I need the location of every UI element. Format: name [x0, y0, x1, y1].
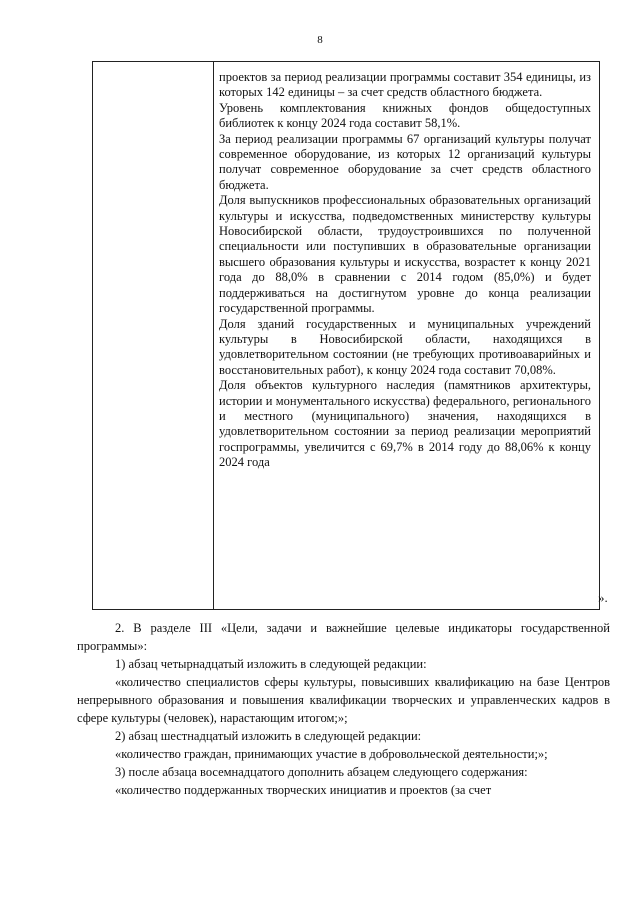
table-cell-text	[219, 70, 591, 471]
cell-paragraph-1: проектов за период реализации программы составит 354 единицы, из которых 142 единицы – за счет средств областного бюджета.	[219, 70, 591, 100]
closing-quote: ».	[598, 590, 608, 605]
cell-paragraph-6: Доля объектов культурного наследия (памятников архитектуры, истории и монументального искусства) федерального, регионального и местного (муниципального) значения, находящихся в удовлетворительном состоянии за период реализации мероприятий госпрограммы, увеличится с 69,7% в 2014 году до 88,06% к концу 2024 года	[219, 378, 591, 470]
cell-paragraph-4: Доля выпускников профессиональных образовательных организаций культуры и искусства, подведомственных министерству культуры Новосибирской области, трудоустроившихся по полученной специальности или поступивших в образовательные организации высшего образования культуры и искусства, возрастет к концу 2021 года до 88,0% в сравнении с 2014 годом (85,0%) и будет поддерживаться на достигнутом уровне до конца реализации государственной программы.	[219, 193, 591, 316]
body-paragraph-7: «количество поддержанных творческих инициатив и проектов (за счет	[115, 783, 492, 797]
document-body	[77, 619, 610, 799]
body-paragraph-2: 1) абзац четырнадцатый изложить в следующей редакции:	[115, 657, 427, 671]
body-paragraph-3: «количество специалистов сферы культуры, повысивших квалификацию на базе Центров непрерывного образования и повышения квалификации творческих и управленческих кадров в сфере культуры (человек), нарастающим итогом;»;	[77, 675, 610, 725]
body-paragraph-6: 3) после абзаца восемнадцатого дополнить абзацем следующего содержания:	[115, 765, 528, 779]
page-number: 8	[317, 34, 323, 46]
cell-paragraph-2: Уровень комплектования книжных фондов общедоступных библиотек к концу 2024 года составит 58,1%.	[219, 100, 591, 131]
table-column-divider	[213, 62, 214, 609]
cell-paragraph-5: Доля зданий государственных и муниципальных учреждений культуры в Новосибирской области, находящихся в удовлетворительном состоянии (не требующих противоаварийных и восстановительных работ), к концу 2024 года составит 70,08%.	[219, 316, 591, 377]
body-paragraph-1: 2. В разделе III «Цели, задачи и важнейшие целевые индикаторы государственной программы»:	[77, 621, 610, 653]
cell-paragraph-3: За период реализации программы 67 организаций культуры получат современное оборудование, из которых 12 организаций культуры получат современное оборудование за счет средств областного бюджета.	[219, 131, 591, 192]
body-paragraph-4: 2) абзац шестнадцатый изложить в следующей редакции:	[115, 729, 422, 743]
indicators-table	[92, 61, 600, 610]
body-paragraph-5: «количество граждан, принимающих участие в добровольческой деятельности;»;	[115, 747, 548, 761]
